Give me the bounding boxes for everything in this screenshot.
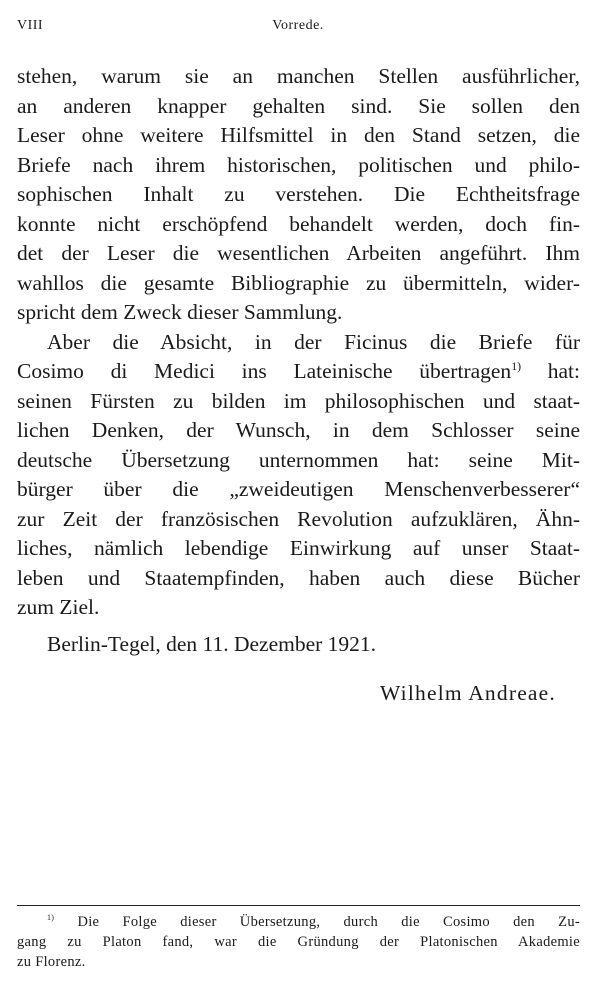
footnote-text: Die Folge dieser Übersetzung, durch die Cosimo den Zu- [54,914,580,930]
footnote-divider [17,905,580,906]
text-line: seinen Fürsten zu bilden im philosophischen und staat- [17,388,580,413]
text-line: spricht dem Zweck dieser Sammlung. [17,300,343,324]
text-line: sophischen Inhalt zu verstehen. Die Echtheitsfrage [17,182,580,206]
text-line-suffix: hat: [521,359,580,383]
signature: Wilhelm Andreae. [380,681,556,705]
text-line: wahllos die gesamte Bibliographie zu übermitteln, wider- [17,270,580,295]
text-line: lichen Denken, der Wunsch, in dem Schlosser seine [17,418,580,442]
running-title: Vorrede. [272,18,324,33]
footnote-line [17,912,580,932]
text-line: bürger über die „zweideutigen Menschenverbesserer“ [17,477,580,501]
text-line: det der Leser die wesentlichen Arbeiten angeführt. Ihm [17,241,580,265]
text-line: Briefe nach ihrem historischen, politischen und philo- [17,152,580,177]
text-line: Leser ohne weitere Hilfsmittel in den Stand setzen, die [17,123,580,147]
footnote-reference: 1) [511,358,522,373]
text-line: an anderen knapper gehalten sind. Sie sollen den [17,93,580,118]
text-line: konnte nicht erschöpfend behandelt werden, doch fin- [17,211,580,236]
paragraph-first-line: Aber die Absicht, in der Ficinus die Briefe für [47,329,580,354]
text-line: Cosimo di Medici ins Lateinische übertragen [17,359,512,383]
text-line: zum Ziel. [17,595,100,619]
text-line-with-footnote-ref [17,357,580,387]
page-number: VIII [17,18,44,33]
body-text [17,62,580,623]
text-line: liches, nämlich lebendige Einwirkung auf unser Staat- [17,536,580,560]
text-line: deutsche Übersetzung unternommen hat: seine Mit- [17,447,580,472]
footnote-line: zu Florenz. [17,954,86,970]
text-line: stehen, warum sie an manchen Stellen ausführlicher, [17,64,580,88]
running-head [17,18,579,40]
footnote-line: gang zu Platon fand, war die Gründung der Platonischen Akademie [17,934,580,950]
footnote [17,912,580,972]
footnote-marker: 1) [47,913,55,923]
dateline: Berlin-Tegel, den 11. Dezember 1921. [47,632,377,656]
text-line: leben und Staatempfinden, haben auch diese Bücher [17,565,580,590]
text-line: zur Zeit der französischen Revolution aufzuklären, Ähn- [17,506,580,531]
